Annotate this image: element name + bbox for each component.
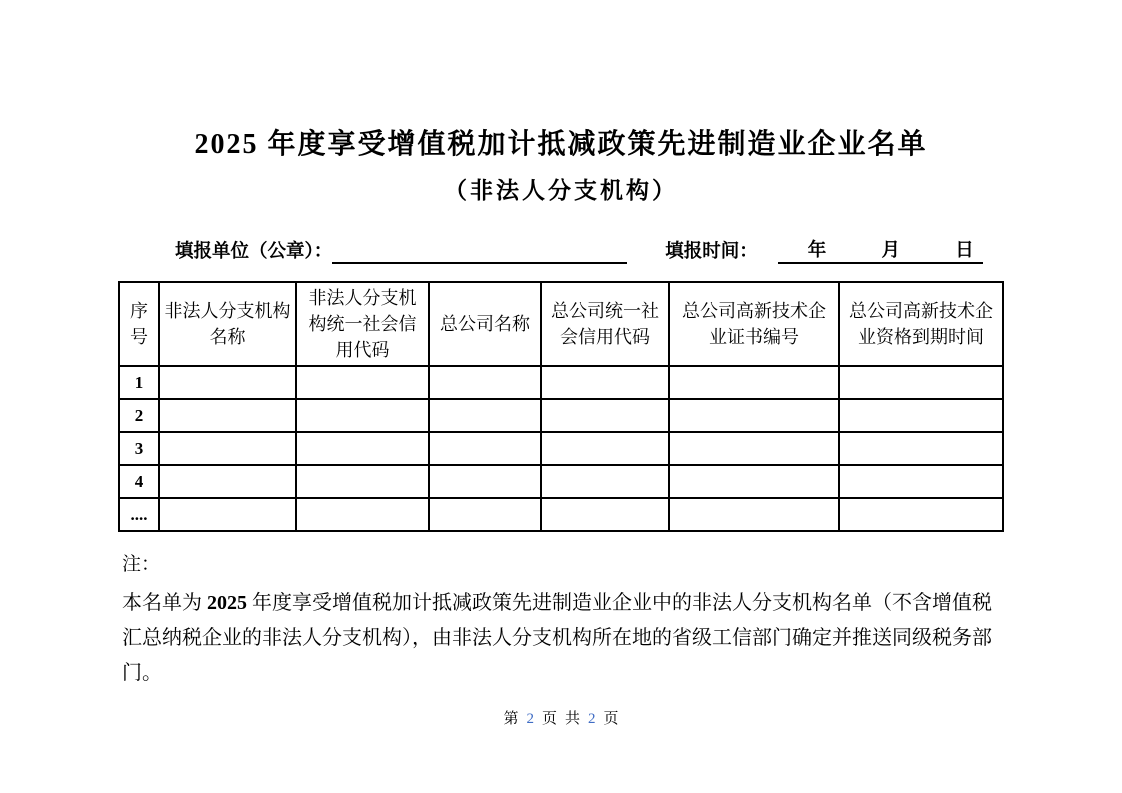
empty-cell xyxy=(296,498,429,531)
total-page-number: 2 xyxy=(588,711,596,727)
empty-cell xyxy=(541,399,669,432)
empty-cell xyxy=(429,498,541,531)
footer-label-di: 第 xyxy=(503,711,519,727)
header-branch-credit-code: 非法人分支机构统一社会信用代码 xyxy=(296,282,429,366)
row-serial-number: 2 xyxy=(119,399,159,432)
enterprise-roster-table xyxy=(118,281,1004,532)
empty-cell xyxy=(669,498,839,531)
note-text-prefix: 本名单为 xyxy=(122,592,207,614)
document-subtitle: （非法人分支机构） xyxy=(444,178,678,203)
empty-cell xyxy=(839,498,1003,531)
row-serial-number: .... xyxy=(119,498,159,531)
empty-cell xyxy=(429,432,541,465)
reporting-date-label: 填报时间： xyxy=(665,240,758,261)
page-footer xyxy=(0,707,1122,728)
day-label: 日 xyxy=(955,239,974,260)
empty-cell xyxy=(429,399,541,432)
footer-label-gong: 共 xyxy=(565,711,581,727)
empty-cell xyxy=(296,399,429,432)
row-serial-number: 1 xyxy=(119,366,159,399)
empty-cell xyxy=(429,465,541,498)
footer-label-ye1: 页 xyxy=(541,711,557,727)
header-branch-name: 非法人分支机构名称 xyxy=(159,282,296,366)
note-label: 注： xyxy=(122,554,161,575)
empty-cell xyxy=(159,465,296,498)
empty-cell xyxy=(296,465,429,498)
note-text-rest: 年度享受增值税加计抵减政策先进制造业企业中的非法人分支机构名单（不含增值税汇总纳税企业的非法人分支机构），由非法人分支机构所在地的省级工信部门确定并推送同级税务部门。 xyxy=(122,592,992,684)
table-row xyxy=(119,465,1003,498)
reporting-date-blank xyxy=(778,237,983,264)
table-row xyxy=(119,498,1003,531)
empty-cell xyxy=(159,432,296,465)
empty-cell xyxy=(669,399,839,432)
empty-cell xyxy=(159,399,296,432)
empty-cell xyxy=(669,432,839,465)
note-body xyxy=(122,586,992,691)
header-serial-number: 序号 xyxy=(119,282,159,366)
empty-cell xyxy=(296,432,429,465)
row-serial-number: 3 xyxy=(119,432,159,465)
empty-cell xyxy=(541,498,669,531)
table-row xyxy=(119,432,1003,465)
form-header-line xyxy=(175,236,983,264)
empty-cell xyxy=(839,465,1003,498)
year-label: 年 xyxy=(807,239,827,260)
reporting-unit-blank xyxy=(332,239,627,264)
empty-cell xyxy=(839,366,1003,399)
reporting-unit-label: 填报单位（公章）： xyxy=(175,240,333,261)
empty-cell xyxy=(541,366,669,399)
empty-cell xyxy=(159,498,296,531)
footer-label-ye2: 页 xyxy=(603,711,619,727)
table-row xyxy=(119,366,1003,399)
empty-cell xyxy=(541,465,669,498)
empty-cell xyxy=(839,432,1003,465)
empty-cell xyxy=(429,366,541,399)
empty-cell xyxy=(159,366,296,399)
month-label: 月 xyxy=(881,239,901,260)
header-hightech-expiry-date: 总公司高新技术企业资格到期时间 xyxy=(839,282,1003,366)
empty-cell xyxy=(541,432,669,465)
notes-section xyxy=(122,551,992,691)
header-head-office-name: 总公司名称 xyxy=(429,282,541,366)
current-page-number: 2 xyxy=(526,711,534,727)
document-title: 2025 年度享受增值税加计抵减政策先进制造业企业名单 xyxy=(194,129,928,160)
header-head-office-credit-code: 总公司统一社会信用代码 xyxy=(541,282,669,366)
table-row xyxy=(119,399,1003,432)
empty-cell xyxy=(669,465,839,498)
note-year: 2025 xyxy=(207,592,247,614)
header-hightech-certificate-number: 总公司高新技术企业证书编号 xyxy=(669,282,839,366)
table-header-row xyxy=(119,282,1003,366)
row-serial-number: 4 xyxy=(119,465,159,498)
empty-cell xyxy=(839,399,1003,432)
empty-cell xyxy=(296,366,429,399)
empty-cell xyxy=(669,366,839,399)
